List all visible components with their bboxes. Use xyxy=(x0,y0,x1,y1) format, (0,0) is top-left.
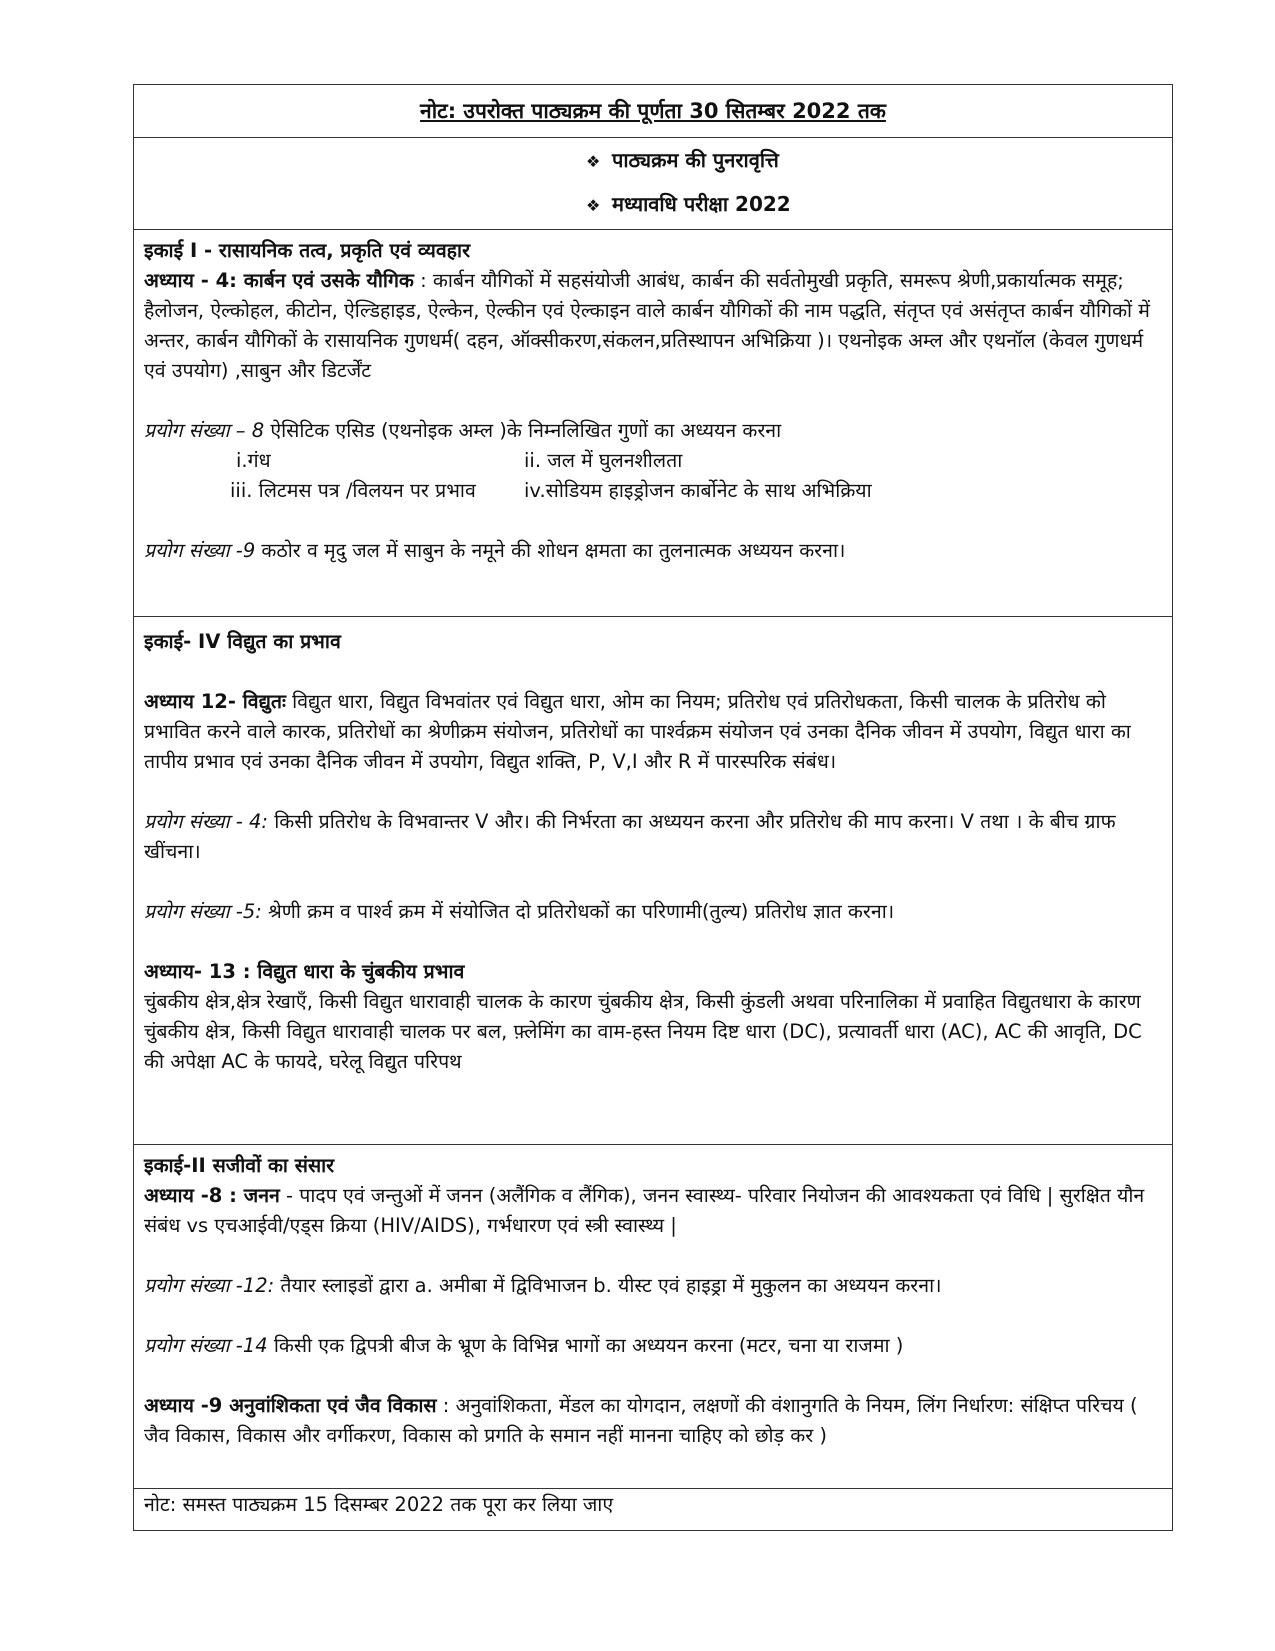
unit-title: इकाई- IV विद्युत का प्रभाव xyxy=(144,630,341,653)
chapter-paragraph xyxy=(144,687,1162,777)
diamond-bullet-icon: ❖ xyxy=(586,196,601,215)
experiment-paragraph xyxy=(144,1271,1162,1301)
chapter-paragraph xyxy=(144,1181,1162,1241)
bottom-note: नोट: समस्त पाठ्यक्रम 15 दिसम्बर 2022 तक पूरा कर लिया जाए xyxy=(134,1488,1172,1530)
experiment-paragraph xyxy=(144,807,1162,867)
chapter-heading: अध्याय -9 अनुवांशिकता एवं जैव विकास xyxy=(144,1394,437,1417)
chapter-heading: अध्याय - 4: कार्बन एवं उसके यौगिक xyxy=(144,269,414,292)
experiment-paragraph xyxy=(144,536,1162,566)
experiment-paragraph xyxy=(144,416,1162,446)
chapter-heading: अध्याय 12- विद्युतः xyxy=(144,690,286,713)
experiment-text: श्रेणी क्रम व पार्श्व क्रम में संयोजित दो प्रतिरोधकों का परिणामी(तुल्य) प्रतिरोध ज्ञात करना। xyxy=(261,900,895,923)
syllabus-table xyxy=(133,84,1173,1531)
chapter-text: विद्युत धारा, विद्युत विभवांतर एवं विद्युत धारा, ओम का नियम; प्रतिरोध एवं प्रतिरोधकता, किसी चालक के प्रतिरोध को प्रभावित करने वाले कारक, प्रतिरोधों का श्रेणीक्रम संयोजन, प्रतिरोधों का पार्श्वक्रम संयोजन एवं उनका दैनिक जीवन में उपयोग, विद्युत धारा का तापीय प्रभाव एवं उनका दैनिक जीवन में उपयोग, विद्युत शक्ति, P, V,I और R में पारस्परिक संबंध। xyxy=(144,690,1131,773)
experiment-text: ऐसिटिक एसिड (एथनोइक अम्ल )के निम्नलिखित गुणों का अध्ययन करना xyxy=(264,419,782,442)
experiment-text: किसी एक द्विपत्री बीज के भ्रूण के विभिन्न भागों का अध्ययन करना (मटर, चना या राजमा ) xyxy=(267,1334,904,1357)
property-item: ii. जल में घुलनशीलता xyxy=(524,449,683,472)
property-row xyxy=(144,446,1162,476)
property-item: iv.सोडियम हाइड्रोजन कार्बोनेट के साथ अभिक्रिया xyxy=(524,479,872,502)
bullet-item xyxy=(586,146,779,173)
bullet-text: पाठ्यक्रम की पुनरावृत्ति xyxy=(612,148,779,172)
experiment-label: प्रयोग संख्या -12: xyxy=(144,1274,275,1297)
bullet-item xyxy=(586,190,791,217)
experiment-paragraph xyxy=(144,897,1162,927)
unit-4-section xyxy=(134,616,1172,1144)
experiment-text: किसी प्रतिरोध के विभवान्तर V और। की निर्भरता का अध्ययन करना और प्रतिरोध की माप करना। V तथा । के बीच ग्राफ खींचना। xyxy=(144,810,1116,863)
revision-bullets xyxy=(134,137,1172,229)
chapter-text: : कार्बन यौगिकों में सहसंयोजी आबंध, कार्बन की सर्वतोमुखी प्रकृति, समरूप श्रेणी,प्रकार्यात्मक समूह; हैलोजन, ऐल्कोहल, कीटोन, ऐल्डिहाइड, ऐल्केन, ऐल्कीन एवं ऐल्काइन वाले कार्बन यौगिकों की नाम पद्धति, संतृप्त एवं असंतृप्त कार्बन यौगिकों में अन्तर, कार्बन यौगिकों के रासायनिक गुणधर्म( दहन, ऑक्सीकरण,संकलन,प्रतिस्थापन अभिक्रिया )। एथनोइक अम्ल और एथनॉल (केवल गुणधर्म एवं उपयोग) ,साबुन और डिटर्जेंट xyxy=(144,269,1150,382)
bullet-text: मध्यावधि परीक्षा 2022 xyxy=(612,192,791,216)
unit-2-section xyxy=(134,1144,1172,1488)
chapter-heading: अध्याय -8 : जनन xyxy=(144,1184,280,1207)
experiment-text: तैयार स्लाइडों द्वारा a. अमीबा में द्विविभाजन b. यीस्ट एवं हाइड्रा में मुकुलन का अध्ययन करना। xyxy=(274,1274,942,1297)
diamond-bullet-icon: ❖ xyxy=(586,152,601,171)
chapter-paragraph xyxy=(144,1391,1162,1451)
top-note: नोट: उपरोक्त पाठ्यक्रम की पूर्णता 30 सितम्बर 2022 तक xyxy=(420,99,886,123)
chapter-text: : अनुवांशिकता, मेंडल का योगदान, लक्षणों की वंशानुगति के नियम, लिंग निर्धारण: संक्षिप्त परिचय ( जैव विकास, विकास और वर्गीकरण, विकास को प्रगति के समान नहीं मानना चाहिए को छोड़ कर ) xyxy=(144,1394,1138,1447)
unit-title: इकाई I - रासायनिक तत्व, प्रकृति एवं व्यवहार xyxy=(144,239,471,262)
experiment-label: प्रयोग संख्या -14 xyxy=(144,1334,268,1357)
property-item: i.गंध xyxy=(236,449,271,472)
experiment-text: कठोर व मृदु जल में साबुन के नमूने की शोधन क्षमता का तुलनात्मक अध्ययन करना। xyxy=(255,539,846,562)
property-row xyxy=(144,476,1162,506)
chapter-heading: अध्याय- 13 : विद्युत धारा के चुंबकीय प्रभाव xyxy=(144,960,465,983)
experiment-label: प्रयोग संख्या - 4: xyxy=(144,810,268,833)
experiment-label: प्रयोग संख्या -9 xyxy=(144,539,256,562)
property-item: iii. लिटमस पत्र /विलयन पर प्रभाव xyxy=(230,479,476,502)
chapter-paragraph xyxy=(144,266,1162,386)
experiment-label: प्रयोग संख्या -5: xyxy=(144,900,262,923)
unit-1-section xyxy=(134,229,1172,616)
experiment-label: प्रयोग संख्या – 8 xyxy=(144,419,265,442)
unit-title: इकाई-II सजीवों का संसार xyxy=(144,1154,335,1177)
experiment-paragraph xyxy=(144,1331,1162,1361)
chapter-text: चुंबकीय क्षेत्र,क्षेत्र रेखाएँ, किसी विद्युत धारावाही चालक के कारण चुंबकीय क्षेत्र, किसी कुंडली अथवा परिनालिका में प्रवाहित विद्युतधारा के कारण चुंबकीय क्षेत्र, किसी विद्युत धारावाही चालक पर बल, फ़्लेमिंग का वाम-हस्त नियम दिष्ट धारा (DC), प्रत्यावर्ती धारा (AC), AC की आवृति, DC की अपेक्षा AC के फायदे, घरेलू विद्युत परिपथ xyxy=(144,990,1142,1073)
chapter-text: - पादप एवं जन्तुओं में जनन (अलैंगिक व लैंगिक), जनन स्वास्थ्य- परिवार नियोजन की आवश्यकता एवं विधि | सुरक्षित यौन संबंध vs एचआईवी/एड्स क्रिया (HIV/AIDS), गर्भधारण एवं स्त्री स्वास्थ्य | xyxy=(144,1184,1145,1237)
